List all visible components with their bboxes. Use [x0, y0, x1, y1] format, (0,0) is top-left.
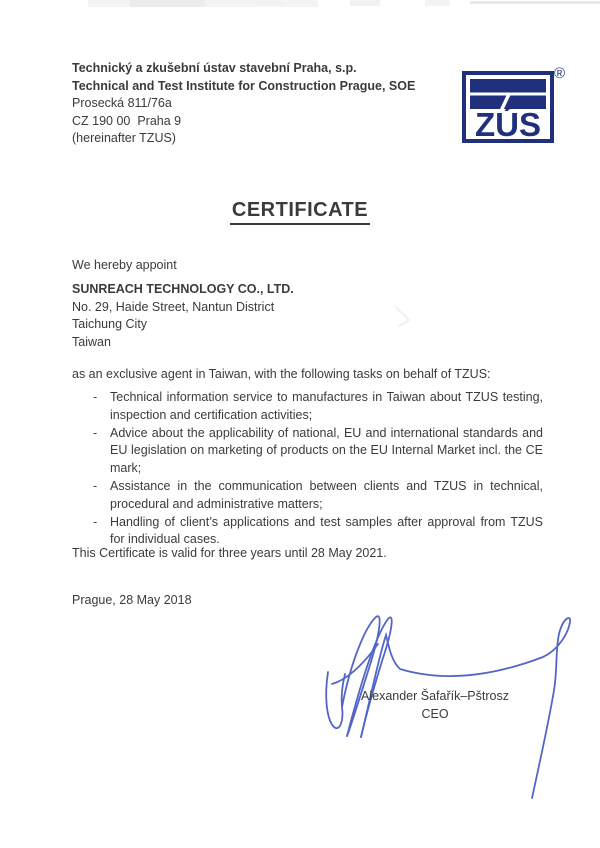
bullet-dash: - [93, 478, 98, 493]
bullet-dash: - [93, 425, 98, 440]
signer-title: CEO [421, 707, 449, 721]
issuer-name-czech: Technický a zkušební ústav stavební Praha, s.p. [72, 61, 357, 75]
scan-smudge [395, 306, 409, 320]
task-text: Technical information service to manufactures in Taiwan about TZUS testing, inspection and certification activities; [110, 390, 543, 422]
scan-artifact [425, 0, 450, 6]
signature-block [330, 687, 540, 723]
agent-statement: as an exclusive agent in Taiwan, with the following tasks on behalf of TZUS: [72, 367, 491, 381]
task-text: Assistance in the communication between clients and TZUS in technical, procedural and administrative matters; [110, 478, 543, 511]
issuer-street: Prosecká 811/76a [72, 96, 172, 110]
issuer-abbreviation-note: (hereinafter TZUS) [72, 131, 176, 145]
place-and-date: Prague, 28 May 2018 [72, 593, 192, 607]
scan-artifact [350, 0, 380, 6]
company-name: SUNREACH TECHNOLOGY CO., LTD. [72, 282, 294, 296]
scan-smudge [398, 319, 411, 327]
company-address-line: Taiwan [72, 334, 111, 349]
company-address-line: Taichung City [72, 317, 148, 331]
zus-logo [460, 64, 570, 148]
scan-artifact [255, 0, 283, 6]
company-address-line: No. 29, Haide Street, Nantun District [72, 299, 275, 314]
validity-statement: This Certificate is valid for three years until 28 May 2021. [72, 546, 387, 560]
certificate-title: CERTIFICATE [230, 199, 370, 225]
registered-trademark-icon: ® [554, 65, 566, 82]
task-text: Advice about the applicability of national, EU and international standards and EU legislation on marketing of products on the EU Internal Market incl. the CE mark; [110, 425, 543, 476]
intro-line: We hereby appoint [72, 258, 177, 272]
zus-logo-graphic [460, 64, 570, 148]
signer-name: Alexander Šafařík–Pštrosz [361, 689, 509, 703]
appointed-company-block [72, 281, 294, 351]
list-item [72, 389, 543, 425]
list-item [72, 478, 543, 514]
bullet-dash: - [93, 514, 98, 529]
issuer-name-english: Technical and Test Institute for Construction Prague, SOE [72, 78, 416, 93]
issuer-city: CZ 190 00 Praha 9 [72, 113, 182, 128]
list-item [72, 514, 543, 550]
task-text: Handling of client’s applications and test samples after approval from TZUS for individual cases. [110, 514, 543, 547]
scan-artifact [130, 0, 205, 7]
bullet-dash: - [93, 390, 98, 404]
task-list [72, 389, 543, 549]
list-item [72, 425, 543, 478]
scan-artifact [470, 1, 600, 4]
zus-logo-letters: ZÚS [475, 106, 541, 143]
issuer-block [72, 60, 415, 148]
title-row [0, 199, 600, 225]
